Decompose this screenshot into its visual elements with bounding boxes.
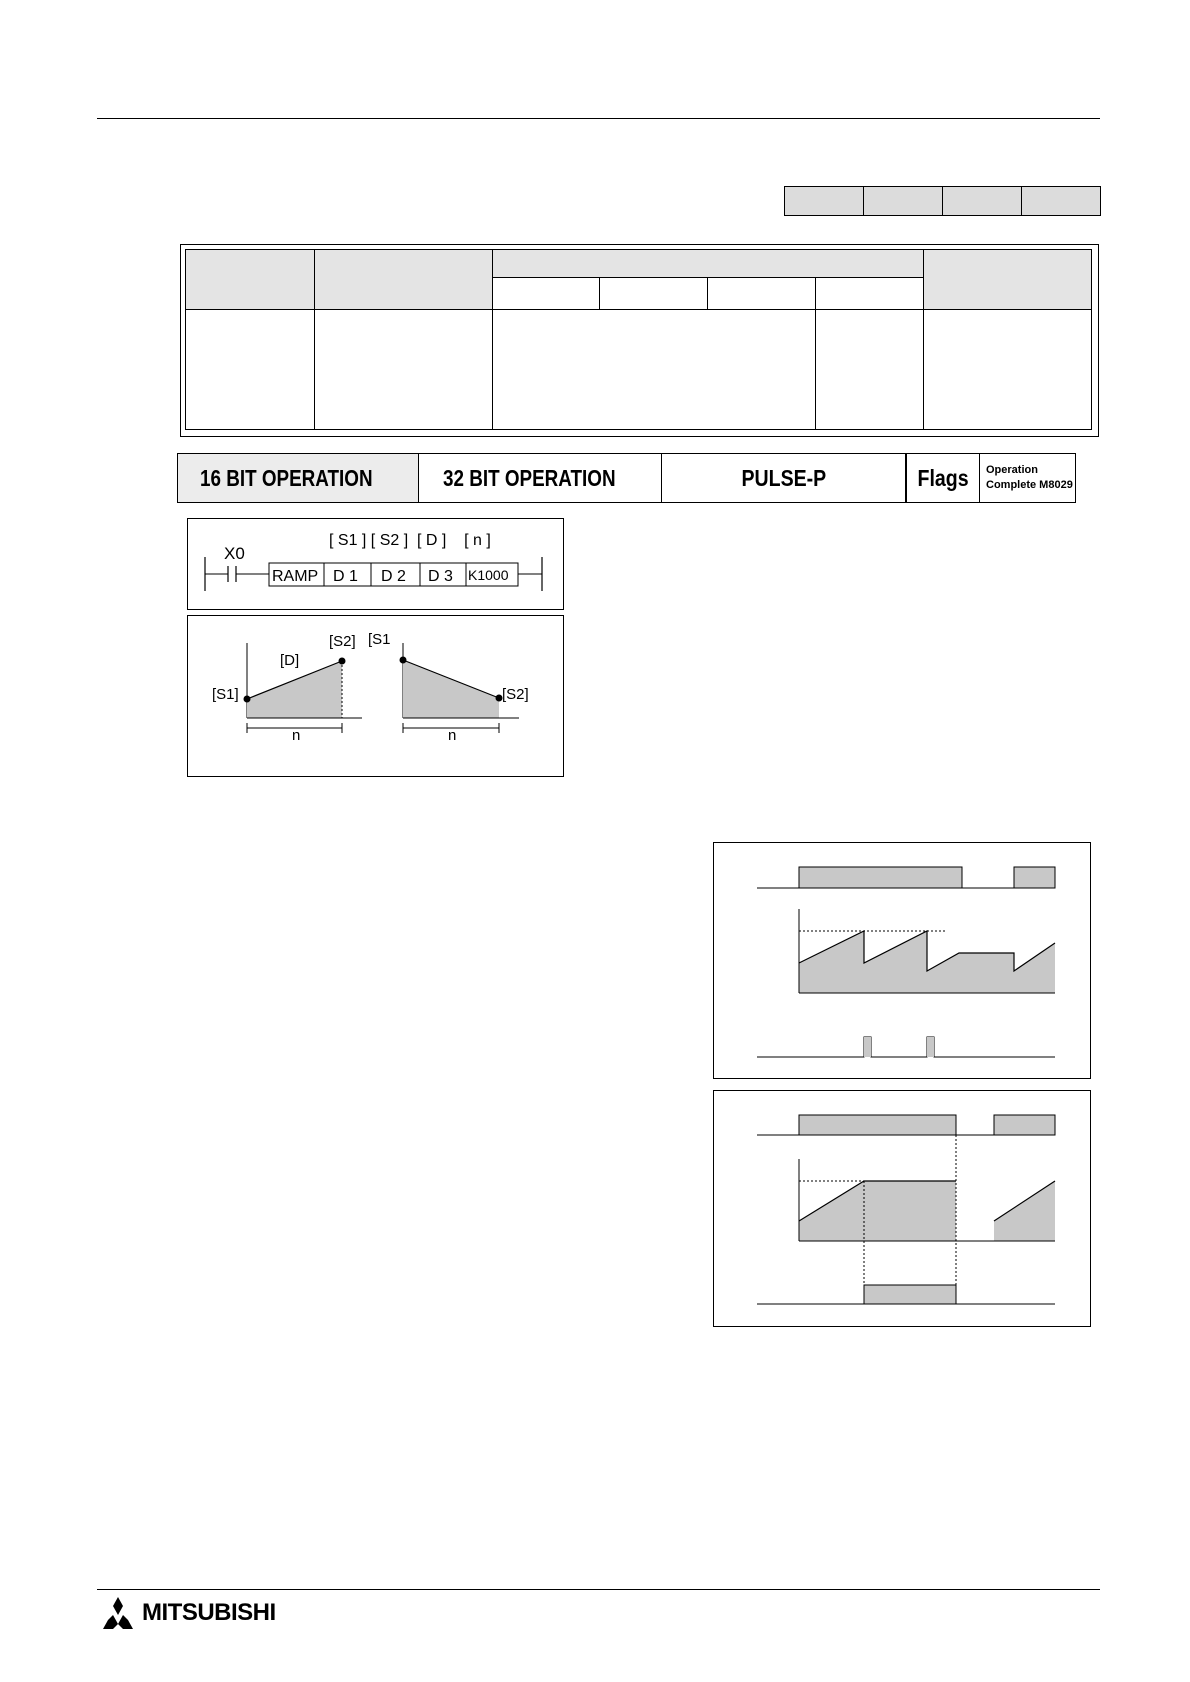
label-n-right: n (448, 727, 457, 744)
ramp-svg (188, 616, 563, 776)
label-s2-right: [S2] (502, 686, 529, 703)
table-subheader-cell (816, 278, 924, 310)
device-tab (863, 186, 943, 216)
timing-diagram-hold (713, 1090, 1091, 1327)
flag-note (980, 454, 1075, 502)
table-header-cell (186, 250, 315, 310)
label-s1-left: [S1] (212, 686, 239, 703)
table-cell (492, 310, 815, 430)
instruction-name: RAMP (272, 568, 319, 585)
flags-label: Flags (906, 454, 980, 502)
three-diamonds-icon (100, 1597, 136, 1629)
header-rule (97, 118, 1100, 119)
bit32-operation-label: 32 BIT OPERATION (419, 454, 662, 502)
mitsubishi-logo (100, 1597, 276, 1629)
table-cell (186, 310, 315, 430)
operand-labels: [ S1 ] [ S2 ] [ D ] [ n ] (329, 532, 491, 549)
label-n-left: n (292, 727, 301, 744)
ramp-up-area (247, 661, 342, 718)
device-tab (784, 186, 864, 216)
flag-note-line: Complete M8029 (986, 479, 1073, 491)
timing-diagram-repeat (713, 842, 1091, 1079)
table-subheader-cell (599, 278, 707, 310)
operand-n: K1000 (468, 567, 509, 583)
operand-d: D 3 (428, 568, 453, 585)
device-tabs (785, 186, 1101, 216)
table-header-cell (924, 250, 1092, 310)
device-tab (1021, 186, 1101, 216)
pulse-label: PULSE-P (662, 454, 906, 502)
label-s2-left: [S2] (329, 633, 356, 650)
table-cell (315, 310, 493, 430)
operand-table-frame (180, 244, 1099, 437)
ladder-svg (188, 519, 563, 609)
table-cell (816, 310, 924, 430)
ramp-down-area (403, 660, 499, 718)
table-header-cell (315, 250, 493, 310)
footer-rule (97, 1589, 1100, 1590)
ladder-diagram (187, 518, 564, 610)
table-subheader-cell (707, 278, 815, 310)
label-s1-right: [S1 (368, 631, 391, 648)
timing-svg-1 (714, 843, 1090, 1078)
contact-label: X0 (224, 544, 245, 563)
operand-s1: D 1 (333, 568, 358, 585)
label-d: [D] (280, 652, 300, 669)
flag-note-line: Operation (986, 464, 1038, 476)
table-header-cell (492, 250, 924, 278)
brand-name: MITSUBISHI (142, 1599, 276, 1626)
operation-bar (177, 453, 1076, 503)
ramp-diagram (187, 615, 564, 777)
bit16-operation-label: 16 BIT OPERATION (178, 454, 419, 502)
device-tab (942, 186, 1022, 216)
timing-svg-2 (714, 1091, 1090, 1326)
table-cell (924, 310, 1092, 430)
operand-s2: D 2 (381, 568, 406, 585)
operand-table (185, 249, 1092, 430)
table-subheader-cell (492, 278, 599, 310)
